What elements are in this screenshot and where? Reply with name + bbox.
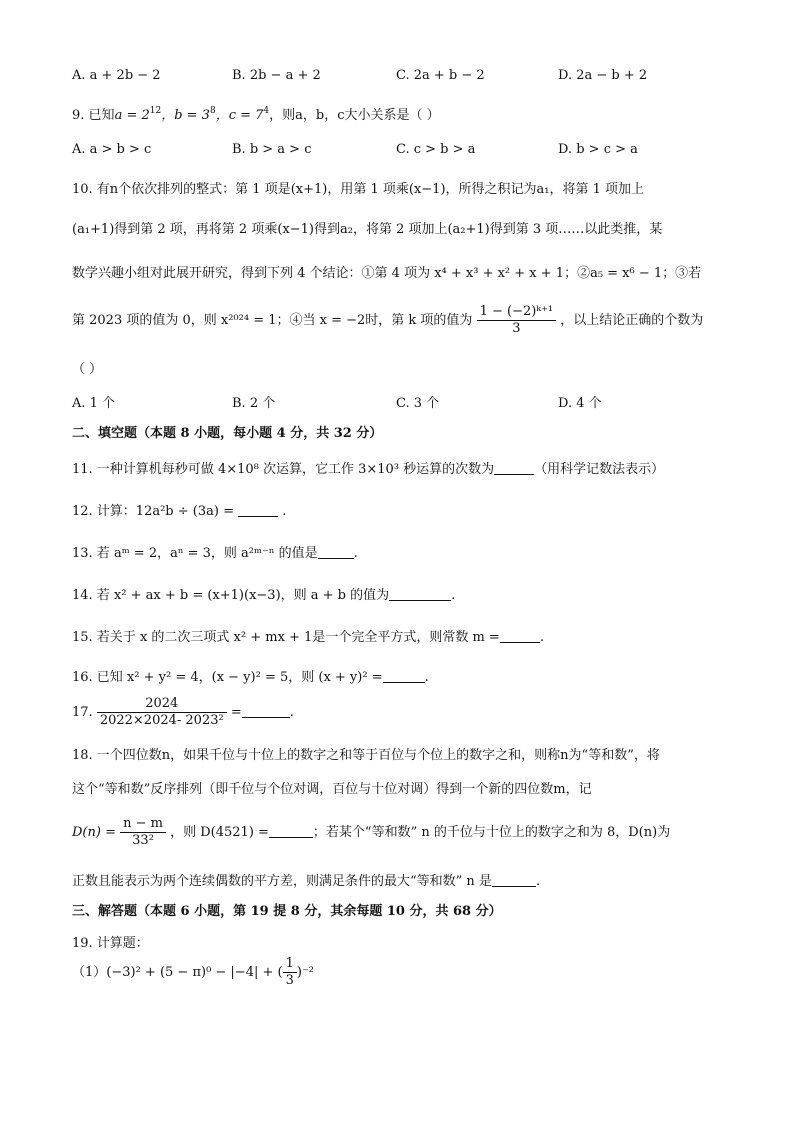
- q10-line4: [72, 304, 703, 337]
- q18-frac-den: 33²: [132, 833, 154, 848]
- q13: [72, 542, 358, 561]
- q19-part1: [72, 956, 314, 989]
- q17-post: .: [289, 705, 294, 720]
- q18-frac-num: n − m: [120, 816, 166, 833]
- q9-c-exp: 4: [263, 106, 270, 116]
- q19-fraction: [283, 956, 297, 989]
- q12-blank[interactable]: [238, 504, 278, 517]
- q18-fraction: [120, 816, 166, 849]
- q14-text: 14. 若 x² + ax + b = (x+1)(x−3)，则 a + b 的值为: [72, 588, 390, 603]
- q13-blank[interactable]: [318, 546, 354, 559]
- q19-part1-post: )⁻²: [296, 965, 315, 980]
- q14-blank[interactable]: [389, 588, 451, 601]
- section3-heading: 三、解答题（本题 6 小题，第 19 提 8 分，其余每题 10 分，共 68 分）: [72, 904, 502, 919]
- q15-text: 15. 若关于 x 的二次三项式 x² + mx + 1是一个完全平方式，则常数 m =: [72, 630, 500, 645]
- q10-line4-post: ，以上结论正确的个数为: [560, 313, 704, 328]
- q13-post: .: [353, 546, 358, 561]
- q9-b: ，b = 3: [161, 108, 210, 123]
- q18-mid1: ，则 D(4521) =: [170, 825, 269, 840]
- q10-frac-den: 3: [512, 321, 521, 336]
- q16: [72, 666, 429, 685]
- q9-stem: [72, 104, 440, 123]
- q18-line1: 18. 一个四位数n，如果千位与十位上的数字之和等于百位与个位上的数字之和，则称n为“等和数”，将: [72, 748, 660, 763]
- q9-option-b[interactable]: B. b > a > c: [232, 142, 312, 157]
- q17-blank[interactable]: [242, 705, 290, 718]
- q12-text: 12. 计算：12a²b ÷ (3a) =: [72, 504, 234, 519]
- q9-option-c[interactable]: C. c > b > a: [396, 142, 476, 157]
- q8-option-b[interactable]: B. 2b − a + 2: [232, 68, 321, 83]
- q10-option-d[interactable]: D. 4 个: [558, 396, 602, 411]
- q9-b-exp: 8: [209, 106, 216, 116]
- q19-title: 19. 计算题：: [72, 936, 149, 951]
- q9-c: ，c = 7: [215, 108, 264, 123]
- q10-line4-pre: 第 2023 项的值为 0，则 x²⁰²⁴ = 1；④当 x = −2时，第 k 项的值为: [72, 313, 473, 328]
- q15-post: .: [539, 630, 544, 645]
- q12-post: .: [282, 504, 287, 519]
- q15-blank[interactable]: [500, 630, 540, 643]
- q17-frac-num: 2024: [97, 696, 227, 713]
- q18-blank1[interactable]: [269, 825, 313, 838]
- q18-line4: [72, 870, 540, 889]
- q9-number: 9.: [72, 108, 85, 123]
- q12: [72, 500, 286, 519]
- q16-blank[interactable]: [383, 670, 425, 683]
- q10-answer-paren: （ ）: [72, 362, 103, 377]
- q14-post: .: [451, 588, 456, 603]
- q8-option-a[interactable]: A. a + 2b − 2: [72, 68, 161, 83]
- q13-text: 13. 若 aᵐ = 2，aⁿ = 3，则 a²ᵐ⁻ⁿ 的值是: [72, 546, 318, 561]
- q9-options: [72, 142, 752, 160]
- q17-equals: =: [230, 705, 242, 720]
- q17: [72, 696, 294, 729]
- q16-text: 16. 已知 x² + y² = 4，(x − y)² = 5，则 (x + y)² =: [72, 670, 383, 685]
- q17-fraction: [97, 696, 227, 729]
- q10-option-b[interactable]: B. 2 个: [232, 396, 276, 411]
- q18-line2: 这个“等和数”反序排列（即千位与个位对调，百位与十位对调）得到一个新的四位数m，记: [72, 782, 592, 797]
- q10-line3: 数学兴趣小组对此展开研究，得到下列 4 个结论：①第 4 项为 x⁴ + x³ + x² + x + 1；②a₅ = x⁶ − 1；③若: [72, 266, 702, 281]
- q9-pre: 已知: [88, 108, 115, 123]
- q8-option-c[interactable]: C. 2a + b − 2: [396, 68, 485, 83]
- q11: [72, 458, 664, 477]
- q10-fraction: [477, 304, 557, 337]
- q18-line4-text: 正数且能表示为两个连续偶数的平方差，则满足条件的最大“等和数” n 是: [72, 874, 492, 889]
- q17-frac-den: 2022×2024- 2023²: [99, 713, 224, 728]
- q9-a: a = 2: [114, 108, 150, 123]
- q18-line3: [72, 816, 670, 849]
- q11-post: （用科学记数法表示）: [534, 462, 665, 477]
- q10-line1: 10. 有n个依次排列的整式：第 1 项是(x+1)，用第 1 项乘(x−1)，所得之积记为a₁，将第 1 项加上: [72, 182, 645, 197]
- q8-option-d[interactable]: D. 2a − b + 2: [558, 68, 648, 83]
- q19-part1-pre: （1）(−3)² + (5 − π)⁰ − |−4| + (: [72, 965, 283, 980]
- q17-number: 17.: [72, 705, 93, 720]
- q14: [72, 584, 455, 603]
- q10-line2: (a₁+1)得到第 2 项，再将第 2 项乘(x−1)得到a₂，将第 2 项加上(a₂+1)得到第 3 项……以此类推，某: [72, 222, 663, 237]
- q11-text: 11. 一种计算机每秒可做 4×10⁸ 次运算，它工作 3×10³ 秒运算的次数为: [72, 462, 495, 477]
- q16-post: .: [424, 670, 429, 685]
- q19-frac-num: 1: [283, 956, 297, 973]
- section2-heading: 二、填空题（本题 8 小题，每小题 4 分，共 32 分）: [72, 426, 383, 441]
- q18-blank2[interactable]: [492, 874, 536, 887]
- q11-blank[interactable]: [494, 462, 534, 475]
- q10-options: [72, 392, 752, 410]
- q9-option-a[interactable]: A. a > b > c: [72, 142, 152, 157]
- q9-post: ，则a，b，c大小关系是（ ）: [269, 108, 440, 123]
- q8-options: [72, 68, 752, 86]
- q19-frac-den: 3: [285, 973, 294, 988]
- q18-line4-post: .: [535, 874, 541, 889]
- q10-option-a[interactable]: A. 1 个: [72, 396, 116, 411]
- q9-option-d[interactable]: D. b > c > a: [558, 142, 638, 157]
- q18-mid2: ；若某个“等和数” n 的千位与十位上的数字之和为 8，D(n)为: [312, 825, 671, 840]
- q18-d-pre: D(n) =: [72, 825, 116, 840]
- q15: [72, 626, 544, 645]
- q10-frac-num: 1 − (−2)ᵏ⁺¹: [477, 304, 557, 321]
- q9-a-exp: 12: [149, 106, 162, 116]
- q10-option-c[interactable]: C. 3 个: [396, 396, 440, 411]
